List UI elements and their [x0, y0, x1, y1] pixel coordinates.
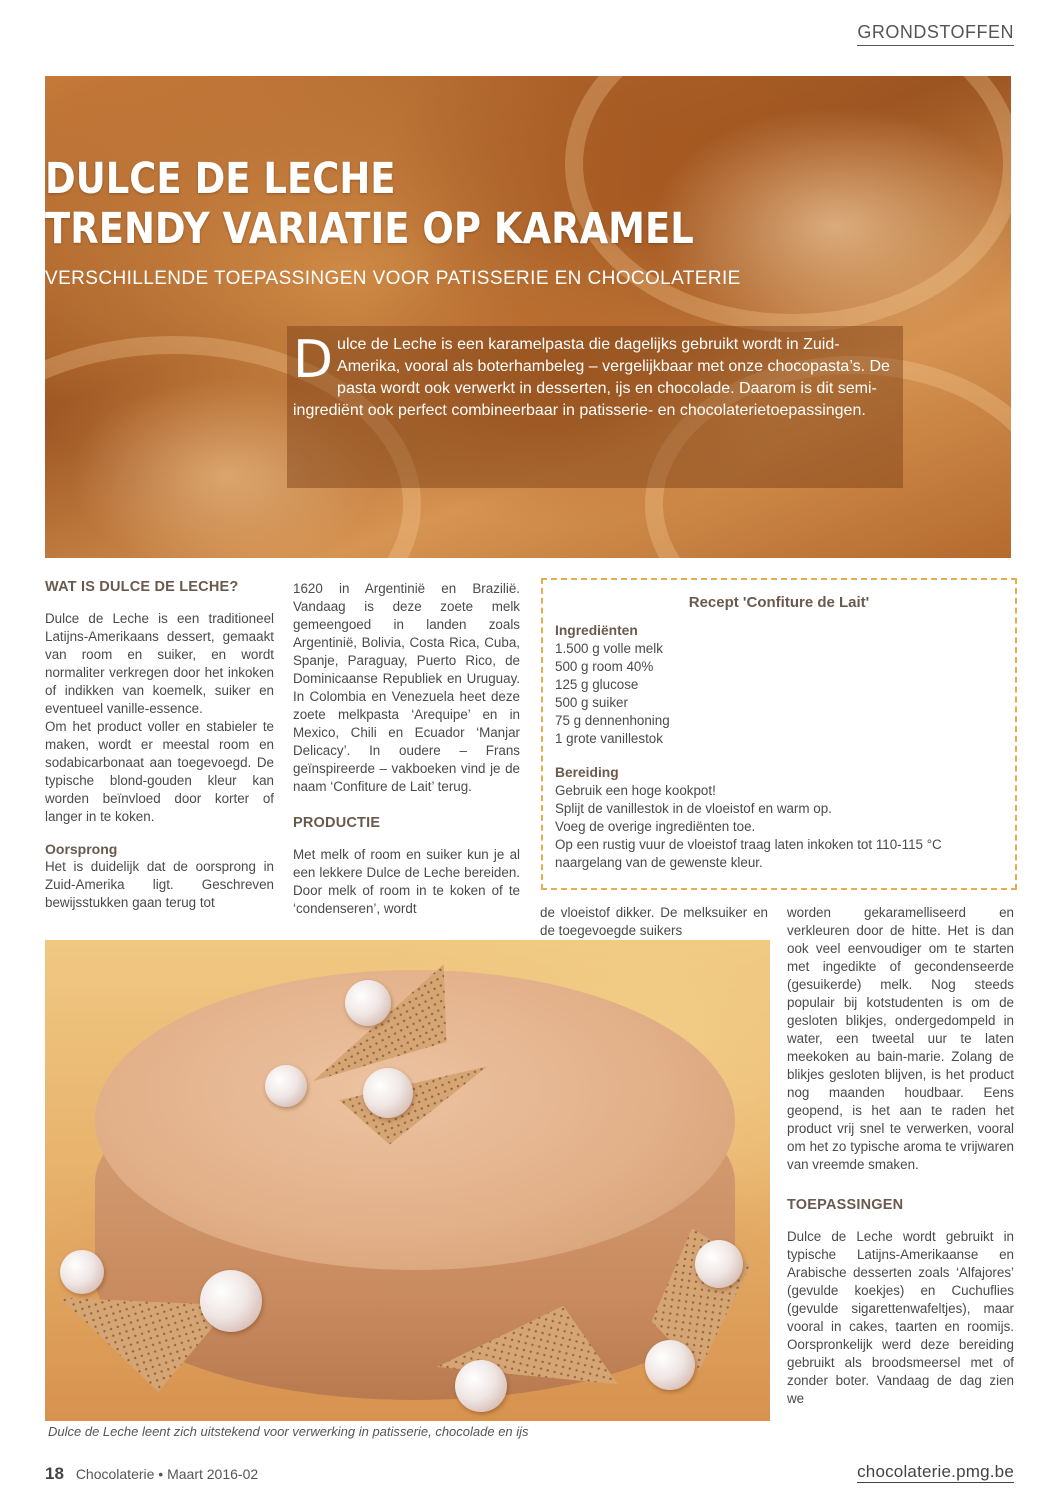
paragraph: Dulce de Leche is een traditioneel Latijns-Amerikaans dessert, gemaakt van room en suiker, en wordt normaliter verkregen door het inkoken of indikken van koemelk, suiker en eventueel vanille-essence.: [45, 611, 274, 716]
sugar-ball: [345, 980, 391, 1026]
sugar-ball: [645, 1340, 695, 1390]
ingredients-heading: Ingrediënten: [555, 623, 638, 638]
paragraph: 1620 in Argentinië en Brazilië. Vandaag is deze zoete melk gemeengoed in landen zoals Argentinië, Bolivia, Costa Rica, Cuba, Spanje, Paraguay, Puerto Rico, de Dominicaanse Republiek en Uruguay. In Colombia en Venezuela heet deze zoete melkpasta ‘Arequipe’ en in Mexico, Chili en Ecuador ‘Manjar Delicacy’. In oudere – Frans geïnspireerde – vakboeken vind je de naam ‘Confiture de Lait’ terug.: [293, 581, 520, 794]
hero-image: [45, 76, 1011, 558]
ingredient-item: 125 g glucose: [555, 677, 639, 692]
paragraph: Om het product voller en stabieler te maken, wordt er meestal room en sodabicarbonaat aan toegevoegd. De typische blond-gouden kleur kan worden beïnvloed door korter of langer in te koken.: [45, 719, 274, 824]
preparation-step: Voeg de overige ingrediënten toe.: [555, 819, 756, 834]
preparation-step: Op een rustig vuur de vloeistof traag laten inkoken tot 110-115 °C naargelang van de gewenste kleur.: [555, 837, 942, 870]
intro-text: ulce de Leche is een karamelpasta die dagelijks gebruikt wordt in Zuid-Amerika, vooral als boterhambeleg – vergelijkbaar met onze chocopasta’s. De pasta wordt ook verwerkt in desserten, ijs en chocolade. Daarom is dit semi-ingrediënt ook perfect combineerbaar in patisserie- en chocolaterietoepassingen.: [293, 336, 890, 419]
paragraph: worden gekaramelliseerd en verkleuren door de hitte. Het is dan ook veel eenvoudiger om te starten met ingedikte of gecondenseerde (gesuikerde) melk. Nog steeds populair bij kotstudenten is om de gesloten blikjes, ondergedompeld in water, een tweetal uur te laten meekoken au bain-marie. Zolang de blikjes gesloten blijven, is het product nog maanden houdbaar. Eens geopend, is het aan te raden het product vrij snel te verwerken, vooral om het zo typische aroma te vrijwaren van vreemde smaken.: [787, 905, 1014, 1172]
column-3: [540, 904, 768, 940]
title-line-2: TRENDY VARIATIE OP KARAMEL: [45, 204, 694, 254]
ingredient-item: 500 g suiker: [555, 695, 628, 710]
heading-toepassingen: TOEPASSINGEN: [787, 1197, 904, 1213]
title-line-1: DULCE DE LECHE: [45, 154, 396, 204]
cake-photo: [45, 940, 770, 1421]
heading-wat-is: WAT IS DULCE DE LECHE?: [45, 579, 239, 595]
recipe-box: [541, 578, 1017, 890]
ingredient-item: 500 g room 40%: [555, 659, 654, 674]
ingredient-item: 1 grote vanillestok: [555, 731, 663, 746]
magazine-issue: Chocolaterie • Maart 2016-02: [75, 1466, 259, 1482]
ingredient-item: 1.500 g volle melk: [555, 641, 663, 656]
paragraph: Met melk of room en suiker kun je al een lekkere Dulce de Leche bereiden. Door melk of room in te koken of te ‘condenseren’, wordt: [293, 847, 520, 916]
sugar-ball: [200, 1270, 262, 1332]
preparation-step: Gebruik een hoge kookpot!: [555, 783, 716, 798]
column-4: [787, 904, 1014, 1408]
photo-caption: Dulce de Leche leent zich uitstekend voor verwerking in patisserie, chocolade en ijs: [48, 1424, 529, 1439]
recipe-title: Recept 'Confiture de Lait': [688, 594, 870, 611]
paragraph: Dulce de Leche wordt gebruikt in typische Latijns-Amerikaanse en Arabische desserten zoals ‘Alfajores’ (gevulde koekjes) en Cuchuflies (gevulde sigarettenwafeltjes), maar vooral in cakes, taarten en roomijs. Oorspronkelijk werd deze bereiding gebruikt als broodsmeersel met of zonder boter. Vandaag de dag zien we: [787, 1229, 1014, 1406]
heading-productie: PRODUCTIE: [293, 815, 381, 831]
intro-dropcap: D: [293, 330, 334, 390]
sugar-ball: [455, 1360, 507, 1412]
website-link[interactable]: chocolaterie.pmg.be: [857, 1462, 1014, 1481]
preparation-step: Splijt de vanillestok in de vloeistof en warm op.: [555, 801, 832, 816]
sugar-ball: [695, 1240, 743, 1288]
paragraph: Het is duidelijk dat de oorsprong in Zuid-Amerika ligt. Geschreven bewijsstukken gaan terug tot: [45, 859, 274, 910]
preparation-heading: Bereiding: [555, 765, 619, 780]
sugar-ball: [265, 1065, 307, 1107]
sugar-ball: [363, 1068, 413, 1118]
page-title: [45, 154, 694, 254]
subheading-oorsprong: Oorsprong: [45, 841, 118, 857]
intro-box: [287, 326, 903, 488]
ingredient-item: 75 g dennenhoning: [555, 713, 670, 728]
column-1: [45, 578, 274, 912]
column-2: [293, 580, 520, 918]
sugar-ball: [60, 1250, 104, 1294]
footer-left: [45, 1464, 258, 1484]
paragraph: de vloeistof dikker. De melksuiker en de toegevoegde suikers: [540, 905, 768, 938]
page-number: 18: [45, 1464, 64, 1483]
page-subtitle: VERSCHILLENDE TOEPASSINGEN VOOR PATISSERIE EN CHOCOLATERIE: [45, 268, 741, 289]
section-tag: GRONDSTOFFEN: [857, 22, 1014, 46]
